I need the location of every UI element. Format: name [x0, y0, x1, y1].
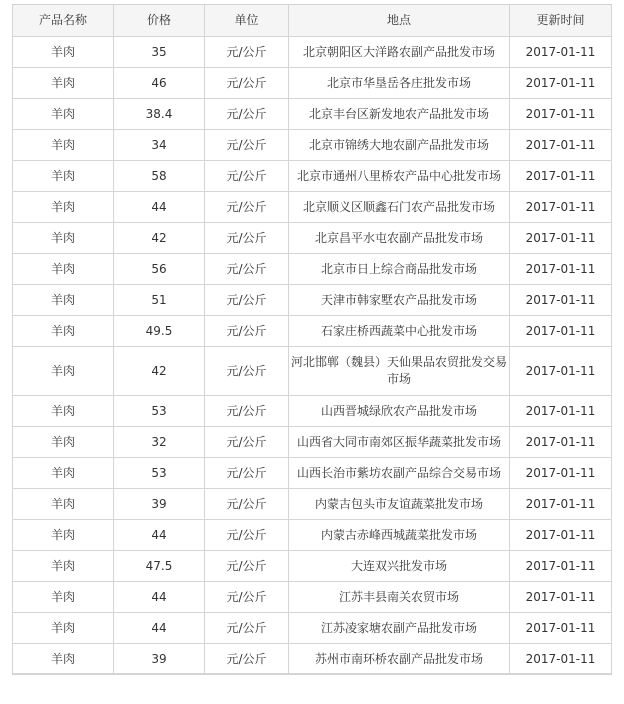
cell-product: 羊肉 — [13, 68, 114, 99]
cell-product: 羊肉 — [13, 192, 114, 223]
cell-location: 山西长治市紫坊农副产品综合交易市场 — [289, 458, 510, 489]
header-updated: 更新时间 — [510, 5, 612, 37]
cell-unit: 元/公斤 — [205, 458, 289, 489]
cell-price: 49.5 — [114, 316, 205, 347]
cell-unit: 元/公斤 — [205, 520, 289, 551]
cell-unit: 元/公斤 — [205, 99, 289, 130]
cell-price: 51 — [114, 285, 205, 316]
cell-price: 39 — [114, 489, 205, 520]
cell-product: 羊肉 — [13, 347, 114, 396]
header-unit: 单位 — [205, 5, 289, 37]
table-row — [13, 99, 612, 130]
cell-unit: 元/公斤 — [205, 396, 289, 427]
cell-location: 苏州市南环桥农副产品批发市场 — [289, 644, 510, 675]
cell-product: 羊肉 — [13, 285, 114, 316]
cell-updated: 2017-01-11 — [510, 347, 612, 396]
cell-updated: 2017-01-11 — [510, 458, 612, 489]
cell-updated: 2017-01-11 — [510, 551, 612, 582]
cell-price: 42 — [114, 347, 205, 396]
table-row — [13, 551, 612, 582]
cell-unit: 元/公斤 — [205, 347, 289, 396]
cell-updated: 2017-01-11 — [510, 130, 612, 161]
cell-updated: 2017-01-11 — [510, 37, 612, 68]
table-row — [13, 613, 612, 644]
table-row — [13, 427, 612, 458]
table-row — [13, 161, 612, 192]
cell-unit: 元/公斤 — [205, 316, 289, 347]
cell-unit: 元/公斤 — [205, 489, 289, 520]
header-row — [13, 5, 612, 37]
cell-location: 大连双兴批发市场 — [289, 551, 510, 582]
cell-price: 34 — [114, 130, 205, 161]
cell-updated: 2017-01-11 — [510, 285, 612, 316]
table-row — [13, 223, 612, 254]
cell-updated: 2017-01-11 — [510, 223, 612, 254]
cell-unit: 元/公斤 — [205, 613, 289, 644]
cell-updated: 2017-01-11 — [510, 99, 612, 130]
header-price: 价格 — [114, 5, 205, 37]
cell-product: 羊肉 — [13, 551, 114, 582]
cell-price: 53 — [114, 396, 205, 427]
cell-location: 北京顺义区顺鑫石门农产品批发市场 — [289, 192, 510, 223]
cell-product: 羊肉 — [13, 520, 114, 551]
cell-location: 北京市日上综合商品批发市场 — [289, 254, 510, 285]
cell-product: 羊肉 — [13, 458, 114, 489]
cell-unit: 元/公斤 — [205, 223, 289, 254]
cell-unit: 元/公斤 — [205, 254, 289, 285]
cell-unit: 元/公斤 — [205, 37, 289, 68]
cell-product: 羊肉 — [13, 161, 114, 192]
table-row — [13, 520, 612, 551]
cell-unit: 元/公斤 — [205, 582, 289, 613]
cell-updated: 2017-01-11 — [510, 582, 612, 613]
cell-price: 44 — [114, 582, 205, 613]
cell-updated: 2017-01-11 — [510, 427, 612, 458]
table-row — [13, 644, 612, 675]
cell-location: 江苏凌家塘农副产品批发市场 — [289, 613, 510, 644]
cell-product: 羊肉 — [13, 489, 114, 520]
cell-price: 47.5 — [114, 551, 205, 582]
cell-product: 羊肉 — [13, 396, 114, 427]
table-row — [13, 489, 612, 520]
cell-price: 38.4 — [114, 99, 205, 130]
cell-location: 北京市锦绣大地农副产品批发市场 — [289, 130, 510, 161]
table-row — [13, 68, 612, 99]
cell-location: 山西晋城绿欣农产品批发市场 — [289, 396, 510, 427]
cell-product: 羊肉 — [13, 613, 114, 644]
cell-price: 46 — [114, 68, 205, 99]
cell-product: 羊肉 — [13, 427, 114, 458]
table-row — [13, 316, 612, 347]
cell-price: 56 — [114, 254, 205, 285]
cell-price: 44 — [114, 613, 205, 644]
cell-updated: 2017-01-11 — [510, 68, 612, 99]
cell-location: 天津市韩家墅农产品批发市场 — [289, 285, 510, 316]
cell-price: 39 — [114, 644, 205, 675]
table-row — [13, 192, 612, 223]
cell-unit: 元/公斤 — [205, 551, 289, 582]
cell-unit: 元/公斤 — [205, 192, 289, 223]
cell-location: 山西省大同市南郊区振华蔬菜批发市场 — [289, 427, 510, 458]
header-product: 产品名称 — [13, 5, 114, 37]
table-row — [13, 582, 612, 613]
cell-price: 32 — [114, 427, 205, 458]
cell-product: 羊肉 — [13, 316, 114, 347]
cell-price: 58 — [114, 161, 205, 192]
cell-location: 内蒙古赤峰西城蔬菜批发市场 — [289, 520, 510, 551]
cell-product: 羊肉 — [13, 130, 114, 161]
cell-price: 44 — [114, 192, 205, 223]
bottom-divider — [12, 673, 611, 674]
cell-location: 江苏丰县南关农贸市场 — [289, 582, 510, 613]
cell-product: 羊肉 — [13, 223, 114, 254]
cell-location: 北京昌平水屯农副产品批发市场 — [289, 223, 510, 254]
header-location: 地点 — [289, 5, 510, 37]
cell-unit: 元/公斤 — [205, 285, 289, 316]
table-row — [13, 347, 612, 396]
cell-product: 羊肉 — [13, 582, 114, 613]
cell-product: 羊肉 — [13, 644, 114, 675]
cell-product: 羊肉 — [13, 254, 114, 285]
cell-price: 35 — [114, 37, 205, 68]
table-body — [13, 37, 612, 675]
cell-unit: 元/公斤 — [205, 130, 289, 161]
cell-updated: 2017-01-11 — [510, 520, 612, 551]
cell-unit: 元/公斤 — [205, 427, 289, 458]
cell-price: 44 — [114, 520, 205, 551]
price-table — [12, 4, 612, 675]
table-row — [13, 285, 612, 316]
cell-location: 河北邯郸（魏县）天仙果品农贸批发交易市场 — [289, 347, 510, 396]
cell-price: 42 — [114, 223, 205, 254]
cell-location: 北京丰台区新发地农产品批发市场 — [289, 99, 510, 130]
cell-updated: 2017-01-11 — [510, 644, 612, 675]
table-row — [13, 396, 612, 427]
cell-location: 石家庄桥西蔬菜中心批发市场 — [289, 316, 510, 347]
cell-updated: 2017-01-11 — [510, 254, 612, 285]
cell-unit: 元/公斤 — [205, 68, 289, 99]
cell-product: 羊肉 — [13, 99, 114, 130]
cell-location: 北京市通州八里桥农产品中心批发市场 — [289, 161, 510, 192]
table-row — [13, 254, 612, 285]
cell-location: 北京市华垦岳各庄批发市场 — [289, 68, 510, 99]
table-header — [13, 5, 612, 37]
table-row — [13, 130, 612, 161]
cell-location: 内蒙古包头市友谊蔬菜批发市场 — [289, 489, 510, 520]
cell-location: 北京朝阳区大洋路农副产品批发市场 — [289, 37, 510, 68]
cell-updated: 2017-01-11 — [510, 489, 612, 520]
cell-unit: 元/公斤 — [205, 161, 289, 192]
table-row — [13, 458, 612, 489]
cell-unit: 元/公斤 — [205, 644, 289, 675]
cell-updated: 2017-01-11 — [510, 192, 612, 223]
cell-updated: 2017-01-11 — [510, 161, 612, 192]
cell-price: 53 — [114, 458, 205, 489]
cell-updated: 2017-01-11 — [510, 316, 612, 347]
cell-product: 羊肉 — [13, 37, 114, 68]
cell-updated: 2017-01-11 — [510, 613, 612, 644]
cell-updated: 2017-01-11 — [510, 396, 612, 427]
table-row — [13, 37, 612, 68]
